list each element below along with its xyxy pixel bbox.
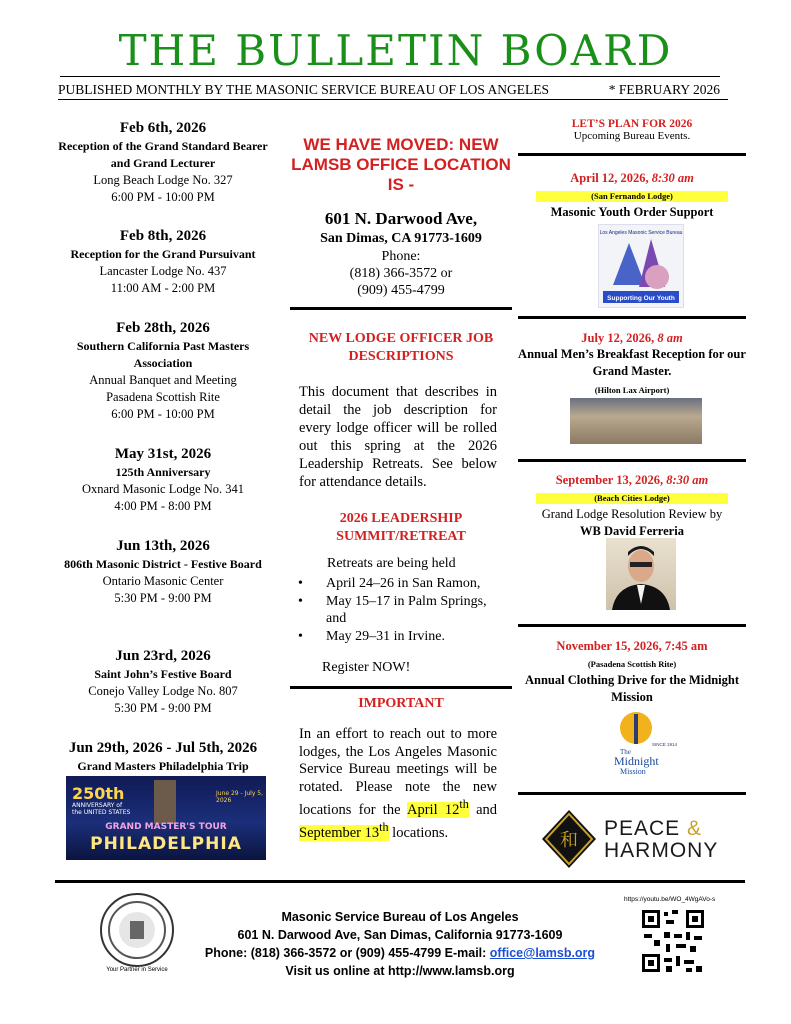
peace-word: PEACE [604, 817, 681, 840]
upcoming-event-clothing-drive [518, 638, 746, 706]
footer-org: Masonic Service Bureau of Los Angeles [281, 910, 519, 924]
upcoming-title: WB David Ferreria [580, 524, 684, 538]
important-and: and [476, 801, 498, 818]
upcoming-date-text: September 13, 2026, [555, 473, 664, 487]
upcoming-event-breakfast [518, 330, 746, 398]
event-date: Jun 23rd, 2026 [115, 648, 211, 664]
upcoming-text: Grand Lodge Resolution Review by [541, 507, 723, 521]
upcoming-location: (San Fernando Lodge) [536, 191, 728, 202]
footer-phone: Phone: (818) 366-3572 or (909) 455-4799 E-mail: [204, 946, 487, 960]
event-title: Reception for the Grand Pursuivant [70, 247, 256, 261]
section-divider [518, 792, 746, 795]
peace-harmony-logo [540, 808, 740, 872]
mission-since: SINCE 1914 [652, 742, 678, 747]
event-venue: Oxnard Masonic Lodge No. 341 [81, 482, 245, 496]
important-heading: IMPORTANT [358, 696, 444, 711]
retreats-list [296, 575, 510, 645]
section-divider [290, 307, 512, 310]
section-divider [518, 624, 746, 627]
event-detail: Annual Banquet and Meeting [89, 373, 237, 387]
event-title: Reception of the Grand Standard Bearer and Grand Lecturer [58, 139, 268, 170]
important-text: In an effort to reach out to more lodges, the Los Angeles Masonic Service Bureau meetings will be rotated. Please note the new locations for the [299, 726, 497, 818]
highlight-april-text: April 12 [407, 801, 460, 818]
event-venue: Conejo Valley Lodge No. 807 [88, 684, 238, 698]
footer-contact [190, 908, 610, 980]
publisher-line: PUBLISHED MONTHLY BY THE MASONIC SERVICE BUREAU OF LOS ANGELES [58, 82, 549, 97]
leadership-summit-heading: 2026 LEADERSHIP SUMMIT/RETREAT [336, 511, 466, 544]
footer-phone-line [190, 944, 610, 962]
seal-tagline: Your Partner in Service [106, 967, 168, 973]
upcoming-time: 8:30 am [666, 473, 709, 487]
qr-url: https://youtu.be/WO_4WgAVo-s [624, 896, 716, 903]
mission-name-1: The [620, 748, 631, 756]
seal-figure-icon [130, 921, 144, 939]
email-link[interactable]: office@lamsb.org [489, 946, 596, 960]
upcoming-title: Annual Men’s Breakfast Reception for our Grand Master. [518, 347, 746, 378]
ordinal-suffix: th [379, 820, 389, 835]
event-venue: Lancaster Lodge No. 437 [99, 264, 227, 278]
portrait-glasses [630, 562, 652, 567]
plan-header [518, 118, 746, 142]
event-date: Feb 6th, 2026 [119, 120, 207, 136]
upcoming-location: (Hilton Lax Airport) [594, 385, 670, 395]
section-divider [290, 686, 512, 689]
event-venue: Pasadena Scottish Rite [106, 390, 220, 404]
phone-secondary: (909) 455-4799 [357, 283, 445, 298]
masthead-rule [60, 76, 720, 77]
upcoming-event-resolution [518, 472, 746, 540]
event-date: May 31st, 2026 [114, 446, 212, 462]
peace-harmony-text [604, 818, 718, 862]
highlight-september-text: September 13 [299, 825, 380, 842]
event-time: 4:00 PM - 8:00 PM [114, 499, 212, 513]
event-date: Jun 13th, 2026 [116, 538, 210, 554]
list-item: • May 29–31 in Irvine. [296, 628, 510, 646]
event-time: 5:30 PM - 9:00 PM [114, 701, 212, 715]
event-date: Feb 8th, 2026 [119, 228, 207, 244]
ordinal-suffix: th [459, 797, 469, 811]
upcoming-date [518, 170, 746, 186]
upcoming-date-text: April 12, 2026, [570, 171, 649, 185]
event-title: 806th Masonic District - Festive Board [64, 557, 262, 571]
event-time: 6:00 PM - 10:00 PM [111, 190, 215, 204]
footer-address: 601 N. Darwood Ave, San Dimas, California 91773-1609 [237, 928, 563, 942]
address-street: 601 N. Darwood Ave, [324, 209, 478, 228]
event-date: Feb 28th, 2026 [116, 320, 210, 336]
qr-code[interactable] [640, 908, 706, 974]
upcoming-date-text: July 12, 2026, [581, 331, 655, 345]
phone-primary: (818) 366-3572 or [349, 266, 453, 281]
speaker-portrait-photo [606, 538, 676, 610]
event-item [50, 738, 276, 775]
job-descriptions-heading: NEW LODGE OFFICER JOB DESCRIPTIONS [308, 331, 494, 364]
plan-heading: LET’S PLAN FOR 2026 [571, 118, 693, 130]
job-descriptions-body: This document that describes in detail the job description for every lodge officer will be rolled out this spring at the 2026 Leadership Retreats. See below for attendance details. [299, 384, 497, 490]
list-item: • April 24–26 in San Ramon, [296, 575, 510, 593]
banner-city: PHILADELPHIA [90, 834, 242, 854]
office-address [290, 208, 512, 299]
event-time: 6:00 PM - 10:00 PM [111, 407, 215, 421]
event-item [58, 118, 268, 206]
event-item [58, 226, 268, 297]
triangle-emblem-icon [613, 243, 645, 285]
event-time: 11:00 AM - 2:00 PM [110, 281, 216, 295]
event-title: Grand Masters Philadelphia Trip [77, 759, 249, 773]
section-divider [518, 316, 746, 319]
event-title: 125th Anniversary [115, 465, 211, 479]
banner-anniversary-sub: ANNIVERSARY of the UNITED STATES [72, 802, 131, 816]
register-now: Register NOW! [322, 660, 411, 675]
event-date: Jun 29th, 2026 - Jul 5th, 2026 [68, 740, 258, 756]
section-divider [518, 153, 746, 156]
event-venue: Ontario Masonic Center [102, 574, 224, 588]
youth-support-logo [598, 224, 684, 308]
upcoming-title: Annual Clothing Drive for the Midnight Mission [524, 673, 740, 704]
upcoming-date [518, 330, 746, 346]
midnight-mission-logo [606, 706, 684, 776]
bureau-seal-logo [100, 893, 174, 967]
upcoming-location: (Pasadena Scottish Rite) [587, 659, 677, 669]
ampersand: & [687, 817, 703, 840]
banner-tour: GRAND MASTER'S TOUR [105, 822, 227, 832]
highlight-september [299, 820, 389, 842]
city-hall-tower-image [154, 780, 176, 824]
event-time: 5:30 PM - 9:00 PM [114, 591, 212, 605]
phone-label: Phone: [381, 249, 421, 264]
event-item [58, 318, 268, 423]
plan-subheading: Upcoming Bureau Events. [573, 130, 691, 142]
banner-dates: June 29 - July 5, 2026 [216, 790, 264, 804]
important-end: locations. [392, 825, 449, 842]
address-city: San Dimas, CA 91773-1609 [320, 231, 482, 246]
harmony-word: HARMONY [604, 839, 719, 862]
upcoming-date: November 15, 2026, 7:45 am [556, 639, 708, 653]
masthead-title: THE BULLETIN BOARD [118, 26, 673, 75]
youth-logo-top: Los Angeles Masonic Service Bureau [599, 230, 683, 236]
masthead-subtitle [58, 82, 728, 100]
footer-website: Visit us online at http://www.lamsb.org [285, 964, 515, 978]
rainbow-emblem-icon [645, 265, 669, 289]
event-item [58, 646, 268, 717]
emblem-glyph: 和 [560, 830, 578, 851]
philadelphia-tour-banner [66, 776, 266, 860]
section-divider [518, 459, 746, 462]
upcoming-time: 8:30 am [651, 171, 694, 185]
event-title: Southern California Past Masters Association [76, 339, 250, 370]
upcoming-title: Masonic Youth Order Support [550, 205, 714, 219]
youth-logo-bottom: Supporting Our Youth [607, 295, 675, 302]
moved-heading: WE HAVE MOVED: NEW LAMSB OFFICE LOCATION IS - [291, 135, 511, 194]
issue-date: * FEBRUARY 2026 [608, 82, 720, 97]
upcoming-time: 8 am [657, 331, 683, 345]
mission-name-2: Midnight [614, 754, 659, 768]
upcoming-event-youth [518, 170, 746, 221]
important-body [299, 726, 497, 843]
figure-icon [634, 714, 638, 744]
footer-divider [55, 880, 745, 883]
event-item [58, 444, 268, 515]
highlight-april [407, 797, 469, 818]
qr-code-icon [640, 908, 706, 974]
banquet-hall-photo [570, 398, 702, 444]
mission-name-3: Mission [620, 767, 646, 776]
upcoming-date [518, 472, 746, 488]
list-item: • May 15–17 in Palm Springs, and [296, 593, 510, 628]
retreats-intro: Retreats are being held [327, 556, 456, 571]
event-item [58, 536, 268, 607]
event-title: Saint John’s Festive Board [94, 667, 232, 681]
upcoming-location: (Beach Cities Lodge) [536, 493, 728, 504]
event-venue: Long Beach Lodge No. 327 [93, 173, 233, 187]
banner-anniversary: 250th [72, 784, 125, 803]
